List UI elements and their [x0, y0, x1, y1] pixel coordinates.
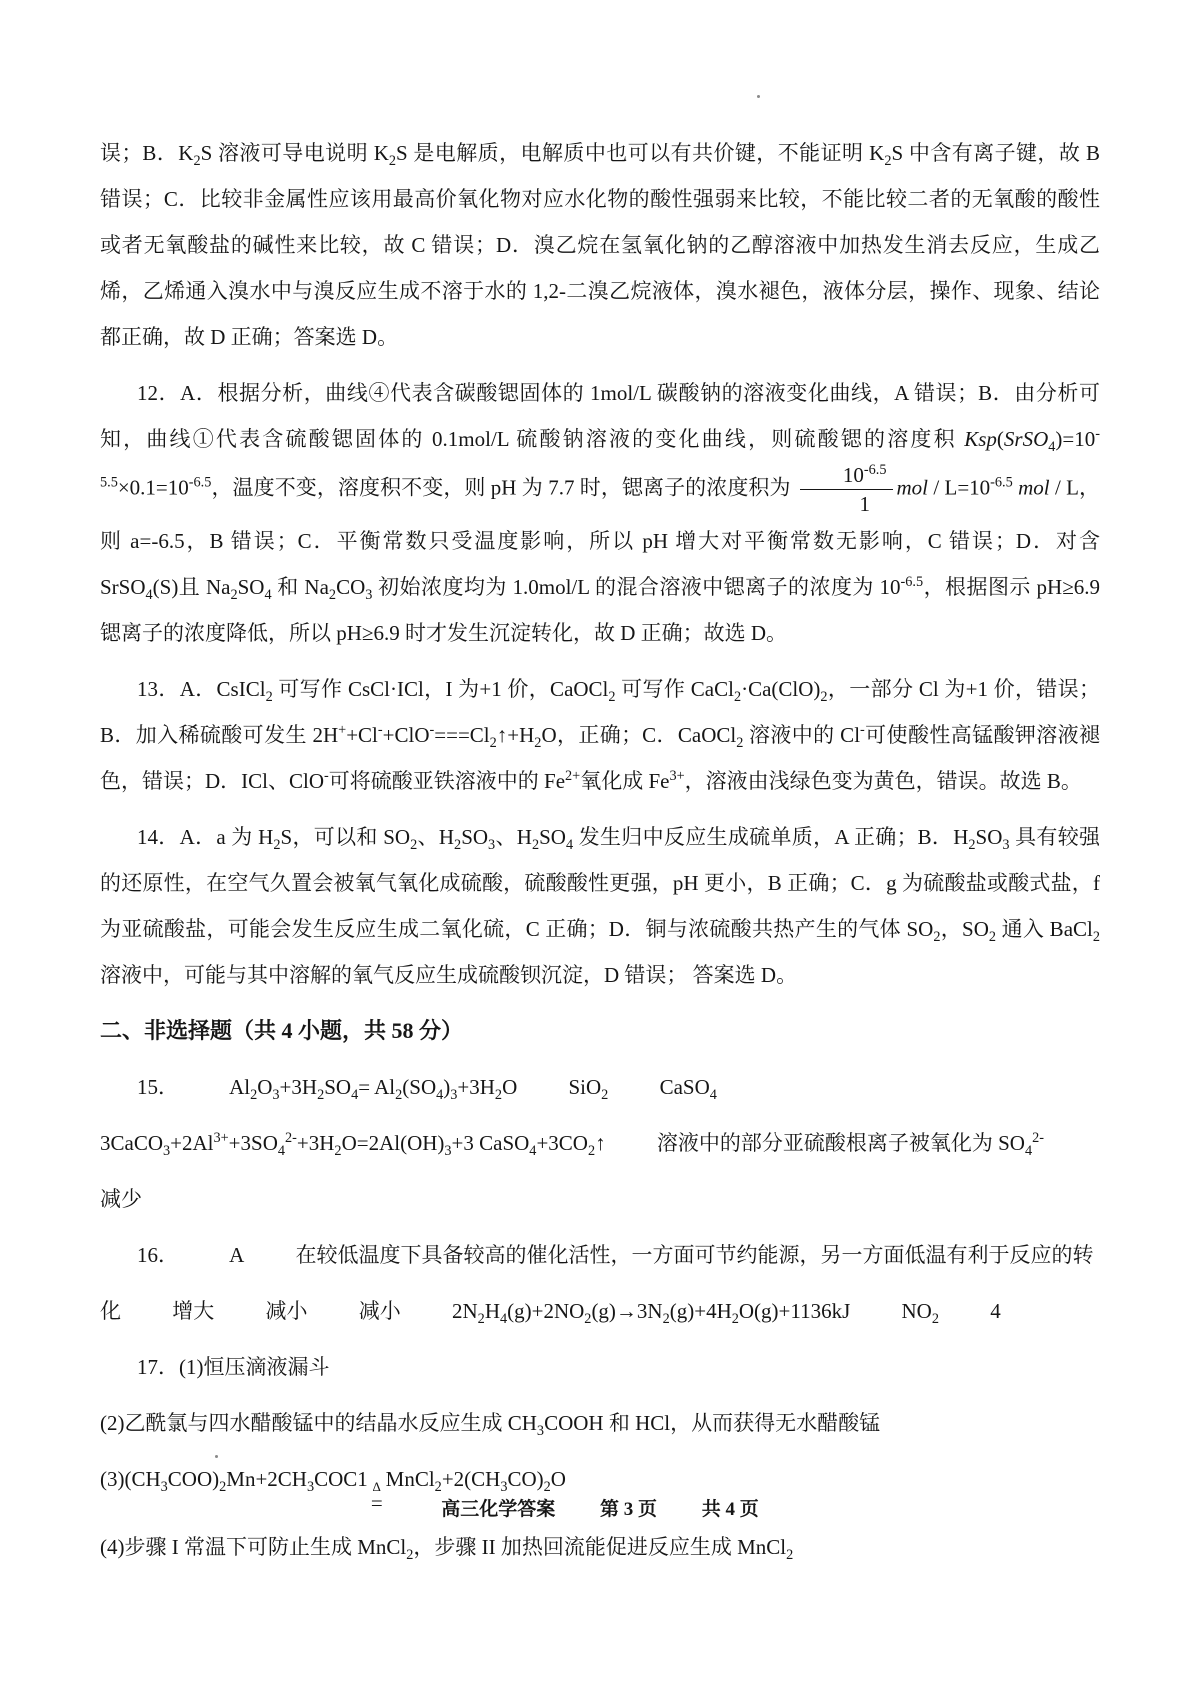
answer-17-part-2: (2)乙酰氯与四水醋酸锰中的结晶水反应生成 $CH_3COOH$ 和 HCl，从而获得无水醋酸锰	[100, 1410, 881, 1439]
answer-blank: 溶液中的部分亚硫酸根离子被氧化为 $SO_4^{2-}$	[656, 1129, 1044, 1159]
answer-item-13: 13．A．CsICl$_2$ 可写作 CsCl·ICl，I 为+1 价，CaOCl$_2$ 可写作 $CaCl_2\cdot Ca(ClO)_2$，一部分 Cl 为+1 价，错误；B．加入稀硫酸可发生 $2H^++Cl^-+ClO^-===Cl_2↑+H_2O$，正确；C．CaOCl$_2$ 溶液中的 Cl-可使酸性高锰酸钾溶液褪色，错误；D．ICl、ClO-可将硫酸亚铁溶液中的 $Fe^{2+}$氧化成 $Fe^{3+}$，溶液由浅绿色变为黄色，错误。故选 B。	[100, 676, 1101, 793]
footer-page-number: 第 3 页	[599, 1499, 657, 1520]
answer-sheet-content	[100, 130, 1100, 1580]
answer-blank: 在较低温度下具备较高的催化活性，一方面可节约能源，另一方面低温有利于反应的转	[295, 1242, 1094, 1267]
answer-17-part-4: (4)步骤 I 常温下可防止生成 MnCl$_2$，步骤 II 加热回流能促进反应生成 MnCl$_2$	[100, 1534, 794, 1563]
answer-item-15	[100, 1064, 1100, 1222]
answer-blank: 化	[100, 1298, 121, 1323]
answer-17-part-1: 17．(1)恒压滴液漏斗	[137, 1354, 330, 1379]
answer-17-part-3: $(3)(CH_3COO)_2Mn+2CH_3COC1$ Δ = $MnCl_2+2(CH_3CO)_2O$	[100, 1466, 566, 1515]
answer-blank: $Al_2O_3+3H_2SO_4= Al_2(SO_4)_3+3H_2O$	[229, 1074, 518, 1103]
question-number: 15．	[137, 1074, 179, 1099]
page-footer	[0, 1494, 1200, 1521]
answer-item-17	[100, 1344, 1100, 1570]
answer-item-14: 14．A．a 为 $H_2S$，可以和 $SO_2$、$H_2SO_3$、$H_2SO_4$ 发生归中反应生成硫单质，A 正确；B．$H_2SO_3$ 具有较强的还原性，在空气久置会被氧气氧化成硫酸，硫酸酸性更强，pH 更小，B 正确；C．g 为硫酸盐或酸式盐，f 为亚硫酸盐，可能会发生反应生成二氧化硫，C 正确；D．铜与浓硫酸共热产生的气体 $SO_2$，$SO_2$ 通入 BaCl$_2$ 溶液中，可能与其中溶解的氧气反应生成硫酸钡沉淀，D 错误； 答案选 D。	[100, 824, 1101, 987]
footer-doc-title: 高三化学答案	[441, 1499, 556, 1520]
answer-blank: $3CaCO_3+2Al^{3+}+3SO_4^{2-}+3H_2O=2Al(OH)_3+3$ $CaSO_4+3CO_2↑$	[100, 1129, 606, 1159]
answer-item-11-continued: 误；B．$K_2S$ 溶液可导电说明 $K_2S$ 是电解质，电解质中也可以有共价键，不能证明 $K_2S$ 中含有离子键，故 B 错误；C．比较非金属性应该用最高价氧化物对应水化物的酸性强弱来比较，不能比较二者的无氧酸的酸性或者无氧酸盐的碱性来比较，故 C 错误；D．溴乙烷在氢氧化钠的乙醇溶液中加热发生消去反应，生成乙烯，乙烯通入溴水中与溴反应生成不溶于水的 1,2-二溴乙烷液体，溴水褪色，液体分层，操作、现象、结论都正确，故 D 正确；答案选 D。	[100, 141, 1100, 349]
answer-blank: $2N_2H_4(g)+2NO_2(g)\to 3N_2(g)+4H_2O(g)+1136kJ$	[452, 1298, 851, 1327]
question-number: 16．	[137, 1242, 179, 1267]
answer-blank: $NO_2$	[901, 1298, 939, 1327]
answer-blank: 减少	[100, 1186, 142, 1211]
answer-item-16	[100, 1232, 1100, 1334]
answer-blank: A	[229, 1242, 245, 1267]
answer-16-row-2	[100, 1288, 1100, 1334]
answer-15-row-2	[100, 1120, 1100, 1166]
answer-15-row-1	[100, 1064, 1100, 1110]
answer-blank: 4	[990, 1298, 1001, 1323]
answer-blank: 减小	[358, 1298, 401, 1323]
stray-mark-top	[757, 95, 760, 98]
answer-16-row-1	[100, 1232, 1100, 1278]
answer-15-row-3	[100, 1176, 1100, 1222]
answer-blank: 增大	[172, 1298, 215, 1323]
answer-blank: CaSO$_4$	[659, 1074, 717, 1103]
answer-item-12: 12．A．根据分析，曲线④代表含碳酸锶固体的 1mol/L 碳酸钠的溶液变化曲线，A 错误；B．由分析可知，曲线①代表含硫酸锶固体的 0.1mol/L 硫酸钠溶液的变化曲线，则硫酸锶的溶度积 $Ksp(SrSO_4)=10^{-5.5}\times 0.1=10^{-6.5}$，温度不变，溶度积不变，则 pH 为 7.7 时，锶离子的浓度积为 $\frac{10^{-6.5}}{1}$ mol / $L=10^{-6.5}$ mol / L，则 a=-6.5，B 错误；C．平衡常数只受温度影响，所以 pH 增大对平衡常数无影响，C 错误；D．对含 SrSO$_4$(S)且 $Na_2SO_4$ 和 $Na_2CO_3$ 初始浓度均为 1.0mol/L 的混合溶液中锶离子的浓度为 $10^{-6.5}$，根据图示 pH≥6.9 锶离子的浓度降低，所以 pH≥6.9 时才发生沉淀转化，故 D 正确；故选 D。	[100, 381, 1101, 645]
section-2-heading: 二、非选择题（共 4 小题，共 58 分）	[100, 1017, 464, 1043]
answer-blank: 减小	[265, 1298, 308, 1323]
footer-page-total: 共 4 页	[701, 1499, 759, 1520]
answer-blank: SiO$_2$	[568, 1074, 609, 1103]
